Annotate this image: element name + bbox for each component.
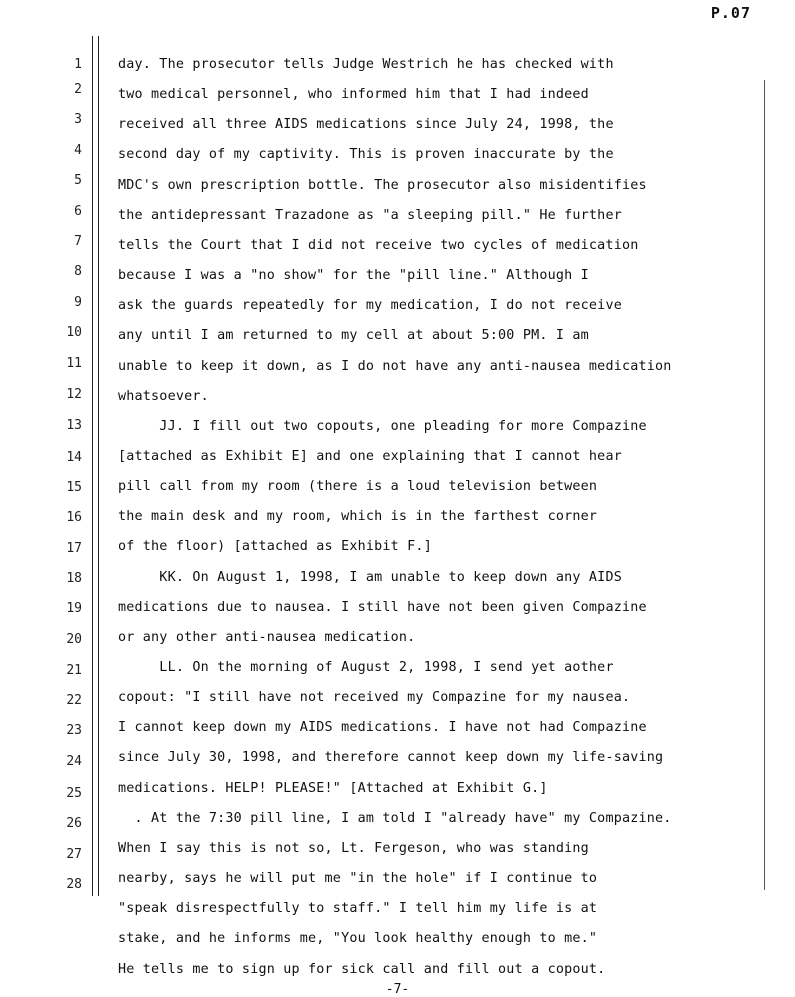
line-number: 5 — [74, 173, 82, 188]
text-line: copout: "I still have not received my Compazine for my nausea. — [118, 690, 631, 706]
line-number: 19 — [66, 601, 82, 616]
line-number: 2 — [74, 82, 82, 97]
text-line: since July 30, 1998, and therefore cannot keep down my life-saving — [118, 750, 664, 766]
text-line: medications. HELP! PLEASE!" [Attached at Exhibit G.] — [118, 780, 548, 796]
text-line: [attached as Exhibit E] and one explaining that I cannot hear — [118, 448, 622, 464]
line-number: 23 — [66, 723, 82, 738]
text-line: MDC's own prescription bottle. The prosecutor also misidentifies — [118, 177, 647, 193]
line-number: 12 — [66, 387, 82, 402]
text-line: of the floor) [attached as Exhibit F.] — [118, 539, 432, 555]
fax-header: P.07 — [710, 4, 751, 22]
text-line: stake, and he informs me, "You look healthy enough to me." — [118, 931, 598, 947]
text-line: JJ. I fill out two copouts, one pleading for more Compazine — [118, 418, 647, 434]
line-number: 17 — [66, 541, 82, 556]
text-line: the main desk and my room, which is in the farthest corner — [118, 509, 598, 525]
line-number: 18 — [66, 571, 82, 586]
text-line: LL. On the morning of August 2, 1998, I send yet aother — [118, 660, 614, 675]
text-line: tells the Court that I did not receive two cycles of medication — [118, 237, 639, 253]
text-line: whatsoever. — [118, 388, 209, 404]
left-margin-rule — [92, 36, 93, 896]
text-line: ask the guards repeatedly for my medication, I do not receive — [118, 298, 622, 314]
text-line: pill call from my room (there is a loud television between — [118, 479, 598, 495]
line-number: 15 — [66, 480, 82, 495]
line-number: 24 — [66, 754, 82, 769]
line-number: 11 — [66, 356, 82, 371]
line-number: 10 — [66, 325, 82, 340]
line-number: 25 — [66, 786, 82, 801]
text-line: . At the 7:30 pill line, I am told I "already have" my Compazine. — [118, 810, 672, 826]
text-line: because I was a "no show" for the "pill line." Although I — [118, 268, 589, 283]
line-number: 21 — [66, 663, 82, 678]
text-line: He tells me to sign up for sick call and fill out a copout. — [118, 961, 606, 977]
left-margin-rule-double — [98, 36, 99, 896]
line-number: 20 — [66, 632, 82, 647]
text-line: nearby, says he will put me "in the hole" if I continue to — [118, 871, 598, 886]
line-number: 16 — [66, 510, 82, 525]
text-line: two medical personnel, who informed him that I had indeed — [118, 87, 589, 103]
text-line: "speak disrespectfully to staff." I tell him my life is at — [118, 901, 598, 917]
line-number: 26 — [66, 816, 82, 831]
line-number: 6 — [74, 204, 82, 219]
line-number: 13 — [66, 418, 82, 433]
right-margin-rule — [764, 80, 765, 890]
line-number: 7 — [74, 234, 82, 249]
line-number: 3 — [74, 112, 82, 127]
text-line: medications due to nausea. I still have not been given Compazine — [118, 599, 647, 615]
line-number: 8 — [74, 264, 82, 279]
text-line: received all three AIDS medications since July 24, 1998, the — [118, 117, 614, 133]
line-number: 22 — [66, 693, 82, 708]
text-line: When I say this is not so, Lt. Fergeson, who was standing — [118, 840, 589, 856]
line-number: 1 — [74, 57, 82, 72]
line-number: 14 — [66, 450, 82, 465]
line-number: 4 — [74, 143, 82, 158]
line-number: 9 — [74, 295, 82, 310]
text-line: unable to keep it down, as I do not have any anti-nausea medication — [118, 358, 672, 374]
text-line: day. The prosecutor tells Judge Westrich he has checked with — [118, 57, 614, 72]
text-line: I cannot keep down my AIDS medications. I have not had Compazine — [118, 720, 647, 736]
page-number: -7- — [385, 982, 410, 997]
text-line: KK. On August 1, 1998, I am unable to keep down any AIDS — [118, 569, 622, 585]
text-line: or any other anti-nausea medication. — [118, 629, 416, 645]
text-line: second day of my captivity. This is proven inaccurate by the — [118, 147, 614, 163]
text-line: any until I am returned to my cell at about 5:00 PM. I am — [118, 328, 589, 344]
line-number: 28 — [66, 877, 82, 892]
text-line: the antidepressant Trazadone as "a sleeping pill." He further — [118, 207, 622, 223]
line-number: 27 — [66, 847, 82, 862]
